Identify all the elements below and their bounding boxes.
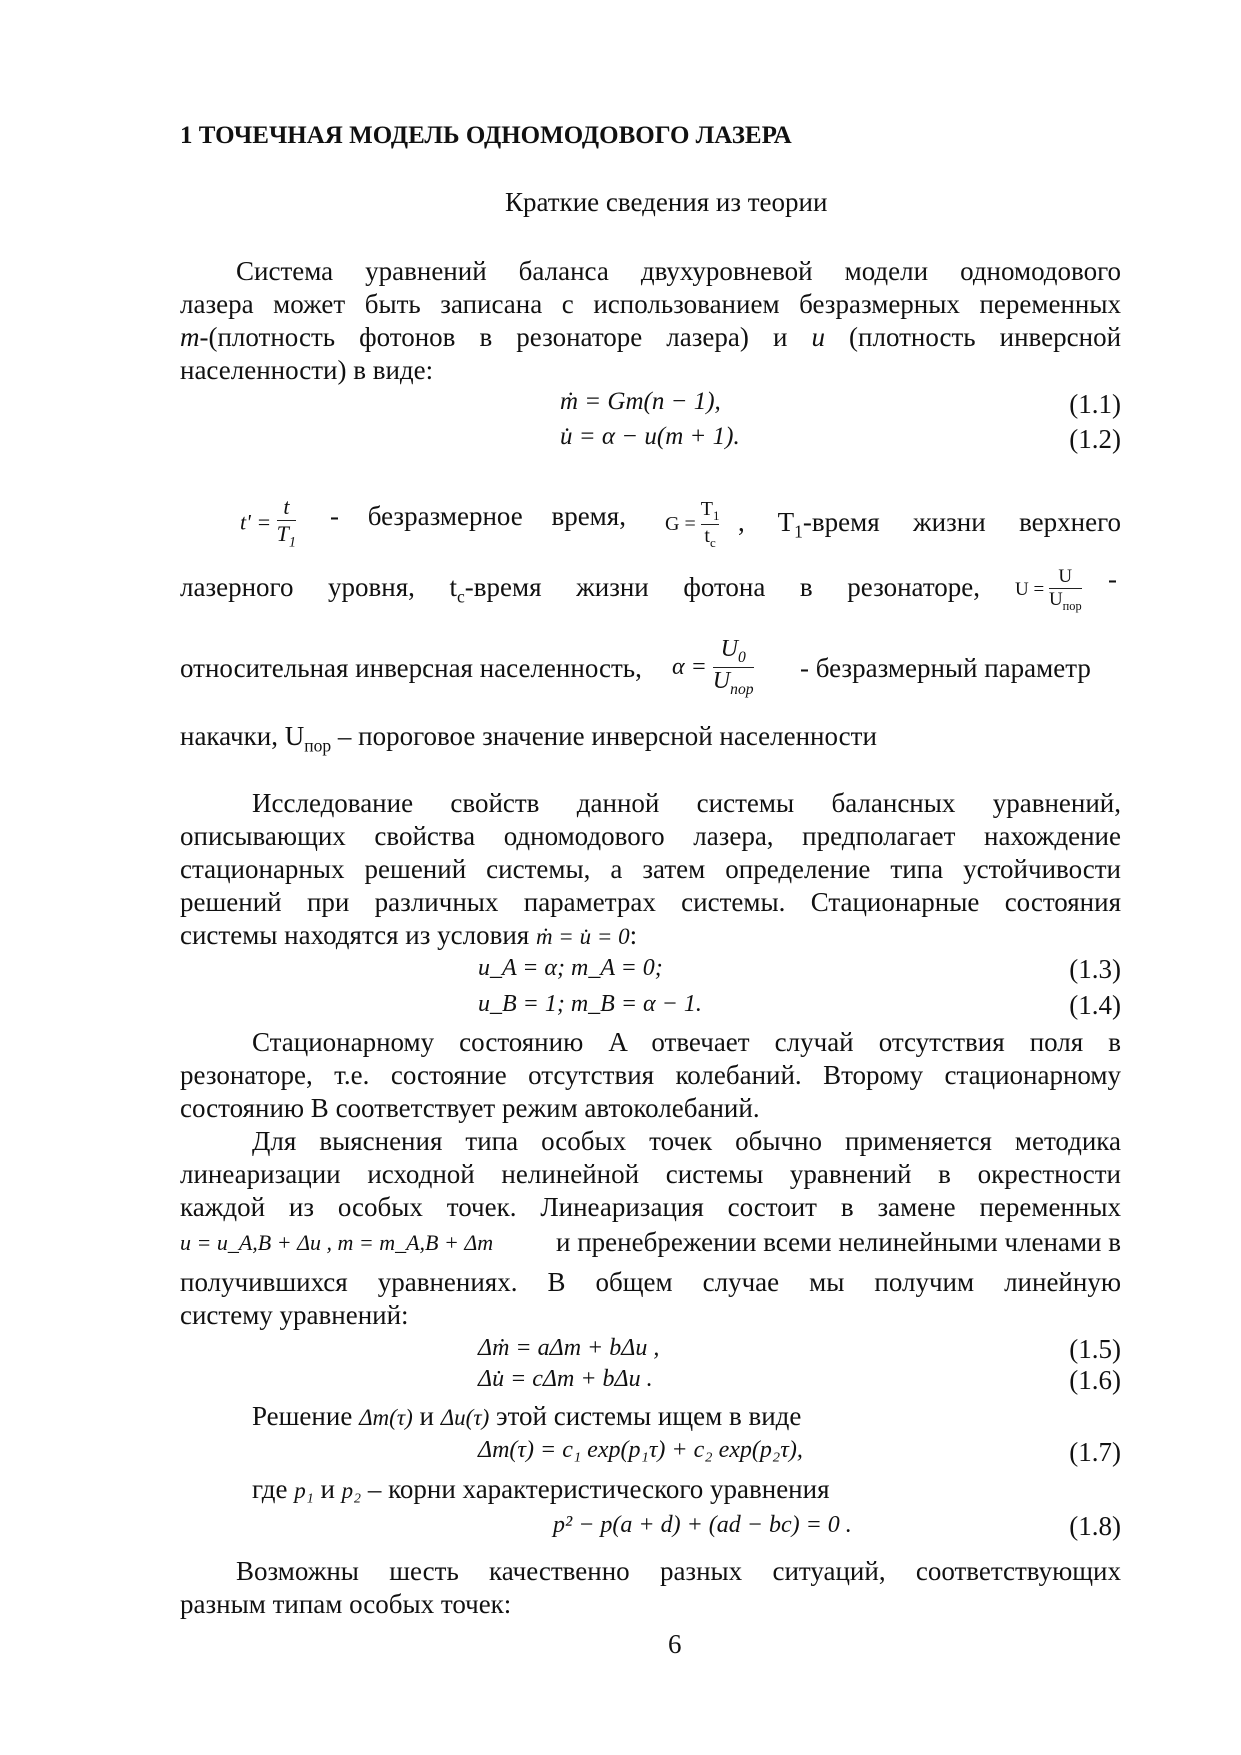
equation-1-4-number: (1.4)	[1069, 990, 1121, 1020]
para4-line6: систему уравнений:	[180, 1300, 409, 1330]
t-prime-lhs: t' =	[240, 509, 272, 535]
para6-line1: где p₁ и p₂ – корни характеристического уравнения	[252, 1474, 830, 1504]
equation-1-2: u̇ = α − u(m + 1).	[560, 423, 740, 450]
t-prime-desc: - безразмерное время,	[330, 501, 626, 531]
para3-line3: состоянию B соответствует режим автоколебаний.	[180, 1093, 760, 1123]
para2-line1: Исследование свойств данной системы балансных уравнений,	[252, 788, 1121, 818]
var-u: u	[811, 322, 825, 352]
page-number: 6	[668, 1629, 682, 1659]
U-dash: -	[1108, 564, 1117, 594]
U-lhs: U =	[1015, 578, 1045, 600]
equation-1-1-number: (1.1)	[1069, 389, 1121, 419]
para7-line1: Возможны шесть качественно разных ситуаций, соответствующих	[236, 1556, 1121, 1586]
alpha-den: $U_{пор}$	[712, 667, 754, 698]
para2-line3: стационарных решений системы, а затем определение типа устойчивости	[180, 854, 1121, 884]
t-num: t	[283, 494, 290, 519]
t-den: $T_1$	[276, 521, 297, 551]
equation-1-5-number: (1.5)	[1069, 1334, 1121, 1364]
t-prime-fraction	[277, 494, 296, 551]
para2-line5: системы находятся из условия ṁ = u̇ = 0:	[180, 920, 638, 950]
para1-line3	[180, 321, 1121, 354]
para1-line3-a: -(плотность фотонов в резонаторе лазера) и	[199, 322, 788, 352]
page-title: 1 ТОЧЕЧНАЯ МОДЕЛЬ ОДНОМОДОВОГО ЛАЗЕРА	[180, 122, 792, 149]
equation-1-8-number: (1.8)	[1069, 1511, 1121, 1541]
para1-line4: населенности) в виде:	[180, 355, 434, 385]
equation-1-6: Δu̇ = cΔm + bΔu .	[478, 1366, 653, 1392]
equation-1-4: u_B = 1; m_B = α − 1.	[478, 991, 702, 1017]
def-line3-a: относительная инверсная населенность,	[180, 653, 642, 683]
alpha-lhs: α =	[672, 653, 707, 680]
def-U	[1015, 566, 1082, 614]
U-fraction	[1049, 566, 1082, 614]
equation-1-1: ṁ = Gm(n − 1),	[560, 388, 721, 415]
G-lhs: G =	[665, 513, 696, 535]
equation-1-3-number: (1.3)	[1069, 954, 1121, 984]
equation-1-8: p² − p(a + d) + (ad − bc) = 0 .	[553, 1512, 852, 1538]
equation-1-7: Δm(τ) = c₁ exp(p₁τ) + c₂ exp(p₂τ),	[478, 1437, 803, 1463]
para2-line2: описывающих свойства одномодового лазера, предполагает нахождение	[180, 821, 1121, 851]
para2-line4: решений при различных параметрах системы. Стационарные состояния	[180, 887, 1121, 917]
para4-line2: линеаризации исходной нелинейной системы уравнений в окрестности	[180, 1159, 1121, 1189]
var-m: m	[180, 322, 200, 352]
equation-1-2-number: (1.2)	[1069, 424, 1121, 454]
def-line4: накачки, $U_{пор}$ – пороговое значение инверсной населенности	[180, 721, 877, 756]
alpha-num: $U_0$	[720, 636, 746, 666]
U-num: U	[1058, 566, 1073, 587]
para1-line2: лазера может быть записана с использованием безразмерных переменных	[180, 289, 1121, 319]
equation-1-6-number: (1.6)	[1069, 1365, 1121, 1395]
def-t-prime	[240, 494, 296, 551]
def-alpha	[672, 636, 754, 699]
para1-line1: Система уравнений баланса двухуровневой модели одномодового	[236, 256, 1121, 286]
G-den: $t_c$	[701, 524, 720, 551]
def-line2: лазерного уровня, $t_c$-время жизни фотона в резонаторе,	[180, 572, 980, 607]
equation-1-5: Δṁ = aΔm + bΔu ,	[478, 1335, 660, 1361]
G-fraction	[701, 498, 720, 551]
equation-1-7-number: (1.7)	[1069, 1437, 1121, 1467]
G-num: $T_1$	[700, 498, 720, 523]
equation-1-3: u_A = α; m_A = 0;	[478, 955, 663, 981]
def-G	[665, 498, 719, 551]
alpha-fraction	[713, 636, 754, 699]
para3-line1: Стационарному состоянию A отвечает случай отсутствия поля в	[252, 1027, 1121, 1057]
para4-line1: Для выяснения типа особых точек обычно применяется методика	[252, 1126, 1121, 1156]
para5-line1: Решение Δm(τ) и Δu(τ) этой системы ищем в виде	[252, 1401, 802, 1431]
section-subtitle: Краткие сведения из теории	[505, 187, 828, 217]
para1-line3-b: (плотность инверсной	[849, 322, 1122, 352]
para4-line5: получившихся уравнениях. В общем случае мы получим линейную	[180, 1267, 1121, 1297]
para4-line4: u = u_A,B + Δu , m = m_A,B + Δm и пренебрежении всеми нелинейными членами в	[180, 1227, 1121, 1257]
T1-desc: , $T_1$-время жизни верхнего	[738, 507, 1121, 542]
para3-line2: резонаторе, т.е. состояние отсутствия колебаний. Второму стационарному	[180, 1060, 1121, 1090]
def-line3-b: - безразмерный параметр	[800, 653, 1091, 683]
para4-line3: каждой из особых точек. Линеаризация состоит в замене переменных	[180, 1192, 1121, 1222]
para7-line2: разным типам особых точек:	[180, 1589, 512, 1619]
U-den: $U_{пор}$	[1048, 589, 1082, 613]
